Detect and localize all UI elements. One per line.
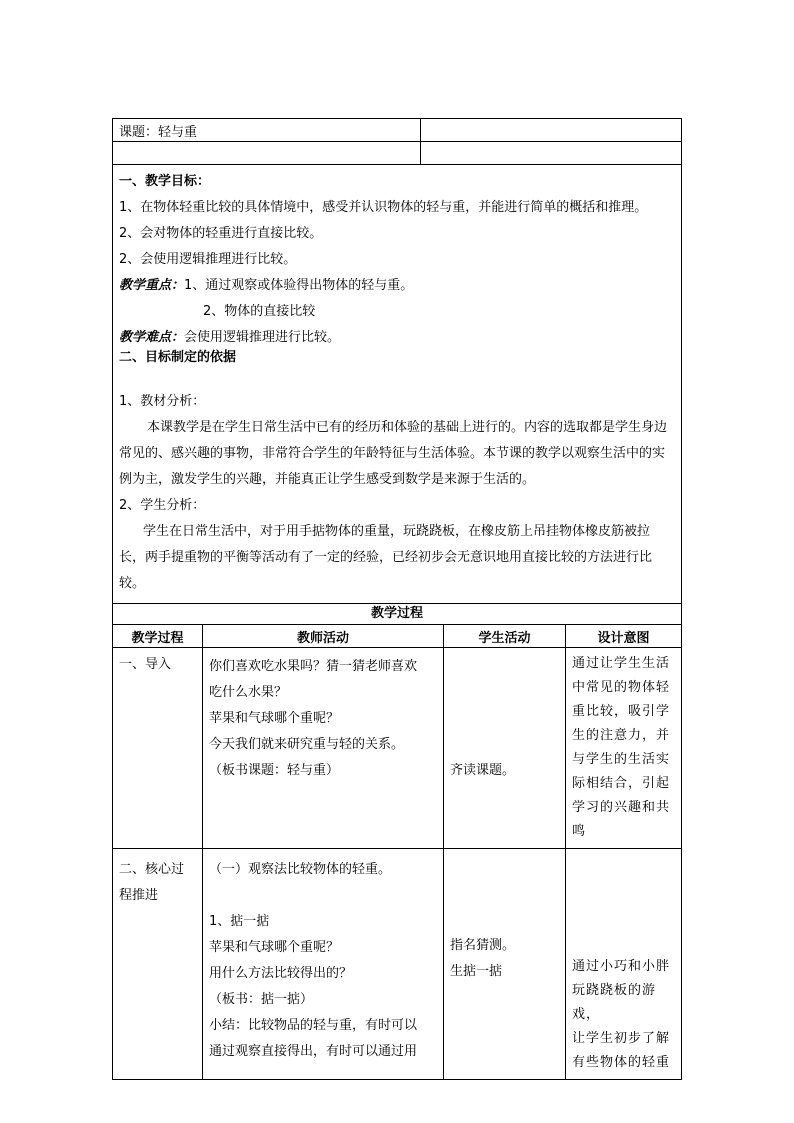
intent-line: 生的注意力，并 — [572, 728, 671, 743]
intent-line: 玩跷跷板的游戏， — [572, 983, 657, 1022]
objective-item: 2、会使用逻辑推理进行比较。 — [119, 252, 297, 267]
col-header-stage: 教学过程 — [113, 625, 203, 648]
key-point — [119, 273, 675, 299]
intent-line: 让学生初步了解 — [572, 1031, 671, 1046]
teacher-line: 苹果和气球哪个重呢？ — [209, 711, 340, 726]
empty-cell — [421, 142, 682, 165]
intent-line: 通过小巧和小胖 — [572, 959, 671, 974]
difficult-label: 教学难点： — [119, 330, 185, 345]
student-activity-core — [444, 849, 566, 1080]
teacher-line: （一）观察法比较物体的轻重。 — [209, 862, 392, 877]
stage-core — [113, 849, 203, 1080]
key-point-1: 1、通过观察或体验得出物体的轻与重。 — [184, 278, 414, 293]
student-line: 指名猜测。 — [450, 938, 516, 953]
teacher-line: 小结：比较物品的轻与重，有时可以 — [209, 1018, 418, 1033]
empty-cell — [113, 142, 421, 165]
intent-line: 鸣 — [572, 824, 587, 839]
teacher-line: 用什么方法比较得出的？ — [209, 966, 353, 981]
col-header-student: 学生活动 — [444, 625, 566, 648]
teacher-line: （板书课题：轻与重） — [209, 763, 340, 778]
col-header-intent: 设计意图 — [566, 625, 682, 648]
intent-line: 际相结合，引起 — [572, 776, 671, 791]
teacher-activity-core — [203, 849, 444, 1080]
teacher-line: （板书：掂一掂） — [209, 992, 314, 1007]
teacher-line: 苹果和气球哪个重呢？ — [209, 940, 340, 955]
student-line: 生掂一掂 — [450, 964, 503, 979]
stage-line: 程推进 — [119, 888, 159, 903]
lesson-plan-page — [112, 118, 681, 1080]
student-line: 齐读课题。 — [450, 763, 516, 778]
teacher-line: 1、掂一掂 — [209, 914, 270, 929]
intent-intro — [566, 648, 682, 849]
textbook-text: 本课教学是在学生日常生活中已有的经历和体验的基础上进行的。内容的选取都是学生身边常见的、感兴趣的事物，非常符合学生的年龄特征与生活体验。本节课的教学以观察生活中的实例为主，激发学生的兴趣，并能真正让学生感受到数学是来源于生活的。 — [119, 420, 668, 487]
intent-core — [566, 849, 682, 1080]
header-table — [112, 118, 682, 604]
student-activity-intro — [444, 648, 566, 849]
intent-line: 通过让学生生活 — [572, 656, 671, 671]
student-label: 2、学生分析： — [119, 498, 206, 513]
key-point-2: 2、物体的直接比较 — [203, 304, 316, 319]
objectives-section — [113, 165, 682, 604]
textbook-label: 1、教材分析： — [119, 394, 206, 409]
basis-heading: 二、目标制定的依据 — [119, 350, 237, 365]
intent-line: 与学生的生活实 — [572, 752, 671, 767]
intent-line: 有些物体的轻重 — [572, 1055, 671, 1070]
intent-line: 中常见的物体轻 — [572, 680, 671, 695]
objective-item: 2、会对物体的轻重进行直接比较。 — [119, 226, 323, 241]
intent-line: 重比较，吸引学 — [572, 704, 671, 719]
teacher-line: 你们喜欢吃水果吗？猜一猜老师喜欢 — [209, 659, 418, 674]
objectives-heading: 一、教学目标： — [119, 174, 211, 189]
lesson-title: 课题：轻与重 — [113, 119, 421, 142]
process-title: 教学过程 — [113, 604, 682, 625]
stage-intro: 一、导入 — [113, 648, 203, 849]
stage-line: 二、核心过 — [119, 862, 185, 877]
process-table — [112, 603, 682, 1080]
teacher-activity-intro — [203, 648, 444, 849]
intent-line: 学习的兴趣和共 — [572, 800, 671, 815]
teacher-line: 吃什么水果？ — [209, 685, 288, 700]
empty-cell — [421, 119, 682, 142]
difficult-text: 会使用逻辑推理进行比较。 — [184, 330, 341, 345]
teacher-line: 今天我们就来研究重与轻的关系。 — [209, 737, 405, 752]
student-text: 学生在日常生活中，对于用手掂物体的重量，玩跷跷板，在橡皮筋上吊挂物体橡皮筋被拉长，两手提重物的平衡等活动有了一定的经验，已经初步会无意识地用直接比较的方法进行比较。 — [119, 524, 653, 591]
col-header-teacher: 教师活动 — [203, 625, 444, 648]
objective-item: 1、在物体轻重比较的具体情境中，感受并认识物体的轻与重，并能进行简单的概括和推理。 — [119, 200, 648, 215]
teacher-line: 通过观察直接得出，有时可以通过用 — [209, 1044, 418, 1059]
key-label: 教学重点： — [119, 278, 185, 293]
